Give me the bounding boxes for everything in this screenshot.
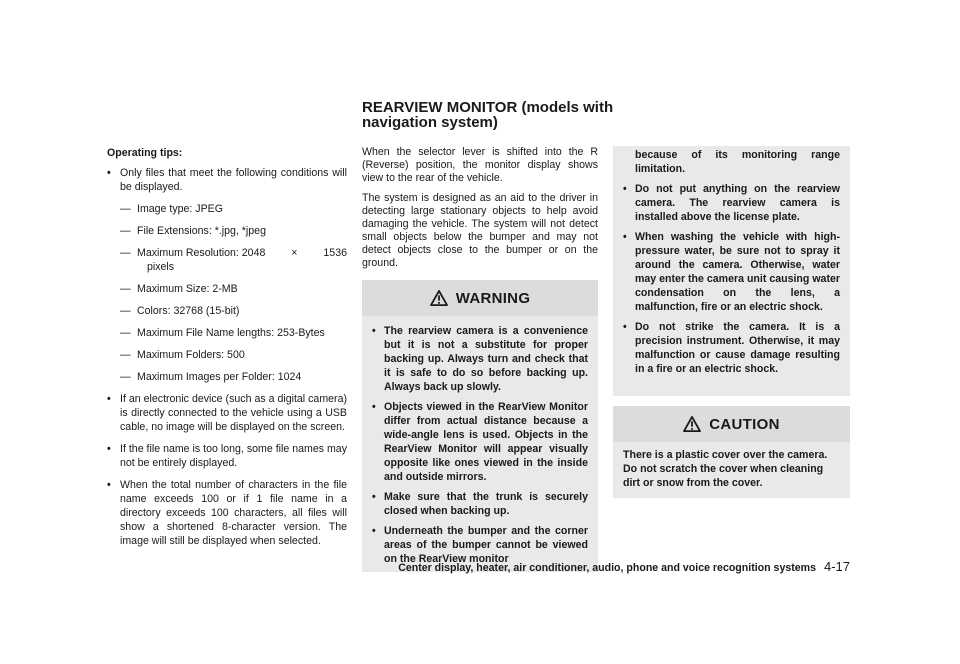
warning-item: • Make sure that the trunk is securely closed when backing up. [372, 490, 588, 518]
section-title: REARVIEW MONITOR (models with navigation system) [362, 99, 614, 131]
list-item: • If an electronic device (such as a digital camera) is directly connected to the vehicle using a USB cable, no image will be displayed on the screen. [107, 392, 347, 434]
caution-text: There is a plastic cover over the camera. Do not scratch the cover when cleaning dirt or snow from the cover. [623, 449, 828, 489]
warning-item: • The rearview camera is a convenience but it is not a substitute for proper backing up. Always turn and check that it is safe to do so before backing up. Always back up slowly. [372, 324, 588, 394]
max-res-label: — Maximum Resolution: 2048 [137, 247, 266, 259]
condition-max-name: — Maximum File Name lengths: 253-Bytes [107, 326, 347, 340]
chapter-title: Center display, heater, air conditioner, audio, phone and voice recognition systems [398, 562, 816, 574]
middle-column [362, 146, 598, 572]
intro-paragraph: When the selector lever is shifted into the R (Reverse) position, the monitor display shows view to the rear of the vehicle. [362, 146, 598, 184]
caution-label: CAUTION [709, 415, 780, 433]
warning-item: • Do not strike the camera. It is a precision instrument. Otherwise, it may malfunction or cause damage resulting in a fire or an electric shock. [623, 320, 840, 376]
warning-triangle-icon [430, 290, 448, 306]
condition-file-ext: — File Extensions: *.jpg, *jpeg [107, 224, 347, 238]
warning-body-continued [613, 146, 850, 396]
list-item: • When the total number of characters in the file name exceeds 100 or if 1 file name in a directory exceeds 100 characters, all files will show a shortened 8-character version. The image will still be displayed when selected. [107, 478, 347, 548]
condition-colors: — Colors: 32768 (15-bit) [107, 304, 347, 318]
warning-item-continued: because of its monitoring range limitation. [635, 149, 840, 175]
caution-triangle-icon [683, 416, 701, 432]
max-res-value: 1536 [323, 247, 347, 259]
system-paragraph: The system is designed as an aid to the driver in detecting large stationary objects to help avoid damaging the vehicle. The system will not detect small objects below the bumper and may not detect objects close to the bumper or on the ground. [362, 192, 598, 269]
warning-item: • Underneath the bumper and the corner areas of the bumper cannot be viewed on the RearView monitor [372, 524, 588, 566]
warning-item: • When washing the vehicle with high-pressure water, be sure not to spray it around the camera. Otherwise, water may enter the camera unit causing water condensation on the lens, a malfunction, fire or an electric shock. [623, 230, 840, 314]
condition-max-resolution [107, 246, 347, 274]
list-item: • Only files that meet the following conditions will be displayed. [107, 166, 347, 194]
operating-tips-heading: Operating tips: [107, 147, 183, 159]
condition-max-size: — Maximum Size: 2-MB [107, 282, 347, 296]
condition-image-type: — Image type: JPEG [107, 202, 347, 216]
left-column [107, 146, 347, 556]
warning-body [362, 316, 598, 572]
page-number: 4-17 [823, 559, 850, 574]
warning-label: WARNING [455, 289, 531, 307]
warning-item: • Do not put anything on the rearview camera. The rearview camera is installed above the license plate. [623, 182, 840, 224]
max-res-times: × [291, 247, 298, 259]
caution-body [613, 442, 850, 498]
page-footer [370, 559, 850, 574]
right-column [613, 146, 850, 498]
warning-header [362, 280, 598, 316]
warning-item: • Objects viewed in the RearView Monitor differ from actual distance because a wide-angle lens is used. Objects in the RearView Monitor will appear visually opposite like ones viewed in the inside and outside mirrors. [372, 400, 588, 484]
caution-header [613, 406, 850, 442]
condition-max-folders: — Maximum Folders: 500 [107, 348, 347, 362]
max-res-unit: pixels [147, 261, 175, 273]
list-item: • If the file name is too long, some file names may not be entirely displayed. [107, 442, 347, 470]
condition-max-images: — Maximum Images per Folder: 1024 [107, 370, 347, 384]
